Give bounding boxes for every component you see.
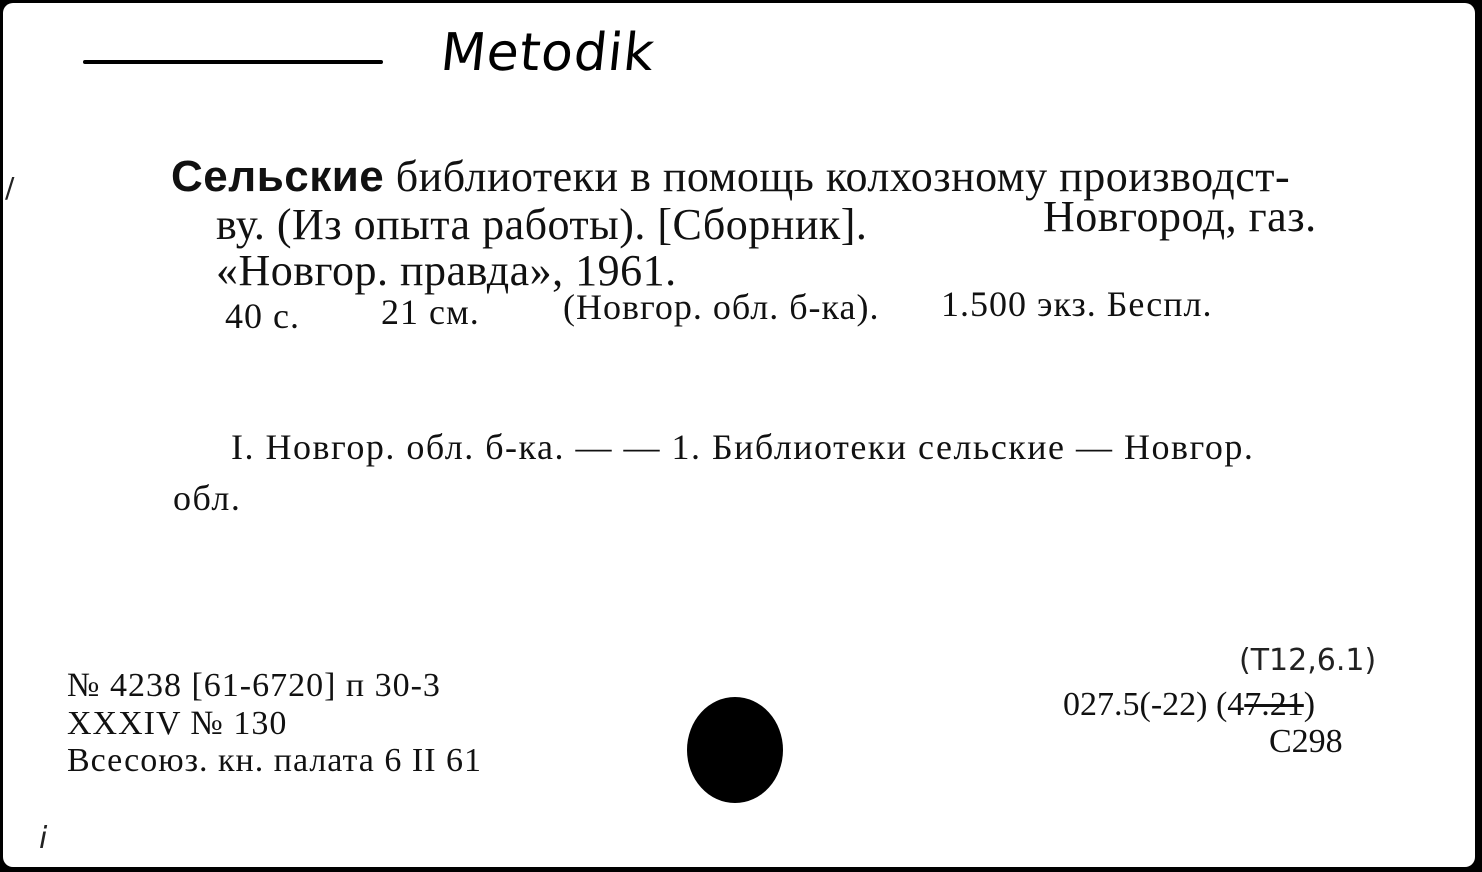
catalog-card xyxy=(3,3,1475,867)
imprint-line3: Всесоюз. кн. палата 6 II 61 xyxy=(67,742,483,779)
udc-index xyxy=(1063,686,1315,724)
handwritten-rule xyxy=(83,60,383,64)
entry-title-line3: «Новгор. правда», 1961. xyxy=(216,246,677,295)
udc-prefix: 027.5(-22) (4 xyxy=(1063,686,1245,723)
imprint-line2: XXXIV № 130 xyxy=(67,705,288,742)
entry-title-line2: ву. (Из опыта работы). [Сборник]. xyxy=(216,200,868,249)
entry-place: Новгород, газ. xyxy=(1043,192,1317,241)
margin-mark-top: / xyxy=(5,171,15,204)
margin-mark-bottom: i xyxy=(39,821,48,856)
entry-series: (Новгор. обл. б-ка). xyxy=(563,287,880,327)
author-mark: С298 xyxy=(1269,723,1343,760)
udc-suffix: ) xyxy=(1303,686,1316,723)
udc-struck: 7.21 xyxy=(1244,686,1304,723)
entry-pages: 40 с. xyxy=(225,296,300,336)
pencil-class-mark: (Т12,6.1) xyxy=(1239,643,1377,678)
imprint-line1: № 4238 [61-6720] п 30-3 xyxy=(67,667,441,704)
punch-hole xyxy=(687,697,783,803)
entry-copies: 1.500 экз. Беспл. xyxy=(941,284,1213,324)
handwritten-label: Metodik xyxy=(437,23,658,83)
entry-title-rest: библиотеки в помощь колхозному производст- xyxy=(395,152,1291,201)
subject-line2: обл. xyxy=(173,478,242,518)
subject-line1: I. Новгор. обл. б-ка. — — 1. Библиотеки сельские — Новгор. xyxy=(231,427,1255,467)
entry-heading: Сельские xyxy=(171,152,385,201)
entry-size: 21 см. xyxy=(381,292,480,332)
